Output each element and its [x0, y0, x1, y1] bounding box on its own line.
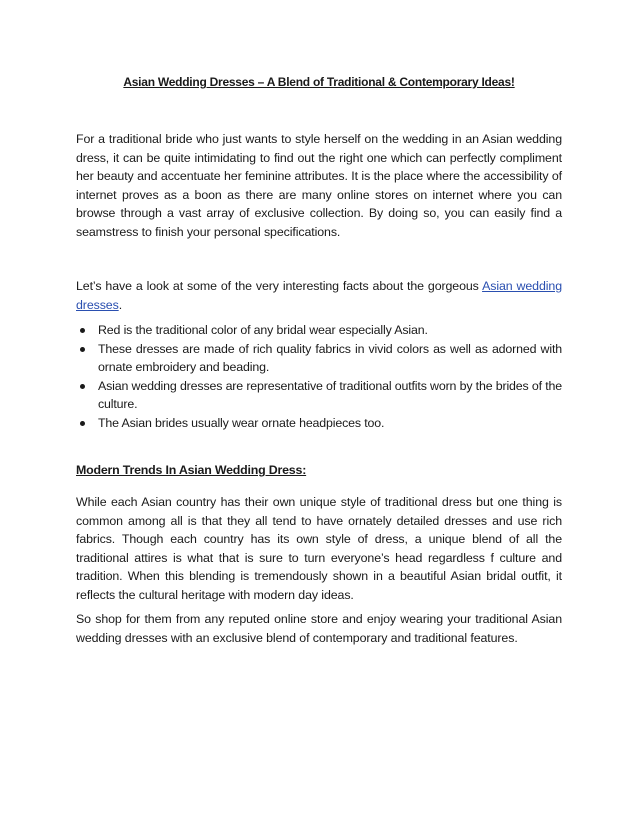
list-item-text: Asian wedding dresses are representative of traditional outfits worn by the brides of the culture. — [98, 378, 562, 412]
list-item — [76, 377, 562, 414]
facts-intro-period: . — [118, 297, 123, 312]
list-item-text: The Asian brides usually wear ornate headpieces too. — [98, 415, 385, 430]
list-item — [76, 340, 562, 377]
section-heading: Modern Trends In Asian Wedding Dress: — [76, 463, 307, 477]
bullet-icon — [80, 421, 85, 426]
trends-paragraph: While each Asian country has their own unique style of traditional dress but one thing is common among all is that they all tend to have ornately detailed dresses and use rich fabrics. Though each country has its own style of dress, a unique blend of all the traditional attires is what that is sure to turn everyone’s head regardless f culture and tradition. When this blending is tremendously shown in a beautiful Asian bridal outfit, it reflects the cultural heritage with modern day ideas. — [76, 495, 562, 602]
facts-intro-text: Let’s have a look at some of the very interesting facts about the gorgeous — [76, 279, 483, 293]
document-title: Asian Wedding Dresses – A Blend of Traditional & Contemporary Ideas! — [123, 75, 515, 89]
list-item — [76, 414, 562, 433]
bullet-icon — [80, 347, 85, 352]
asian-wedding-dresses-link[interactable]: Asian wedding dresses — [76, 279, 562, 312]
list-item-text: Red is the traditional color of any bridal wear especially Asian. — [98, 323, 428, 337]
facts-intro-paragraph — [76, 277, 562, 314]
facts-list — [76, 321, 562, 433]
list-item — [76, 321, 562, 340]
bullet-icon — [80, 384, 85, 389]
list-item-text: These dresses are made of rich quality fabrics in vivid colors as well as adorned with ornate embroidery and beading. — [98, 341, 562, 375]
bullet-icon — [80, 328, 85, 333]
closing-paragraph: So shop for them from any reputed online store and enjoy wearing your traditional Asian wedding dresses with an exclusive blend of contemporary and traditional features. — [76, 612, 562, 645]
intro-paragraph: For a traditional bride who just wants to style herself on the wedding in an Asian wedding dress, it can be quite intimidating to find out the right one which can perfectly compliment her beauty and accentuate her feminine attributes. It is the place where the accessibility of internet proves as a boon as there are many online stores on internet where you can browse through a vast array of exclusive collection. By doing so, you can easily find a seamstress to finish your personal specifications. — [76, 132, 562, 239]
